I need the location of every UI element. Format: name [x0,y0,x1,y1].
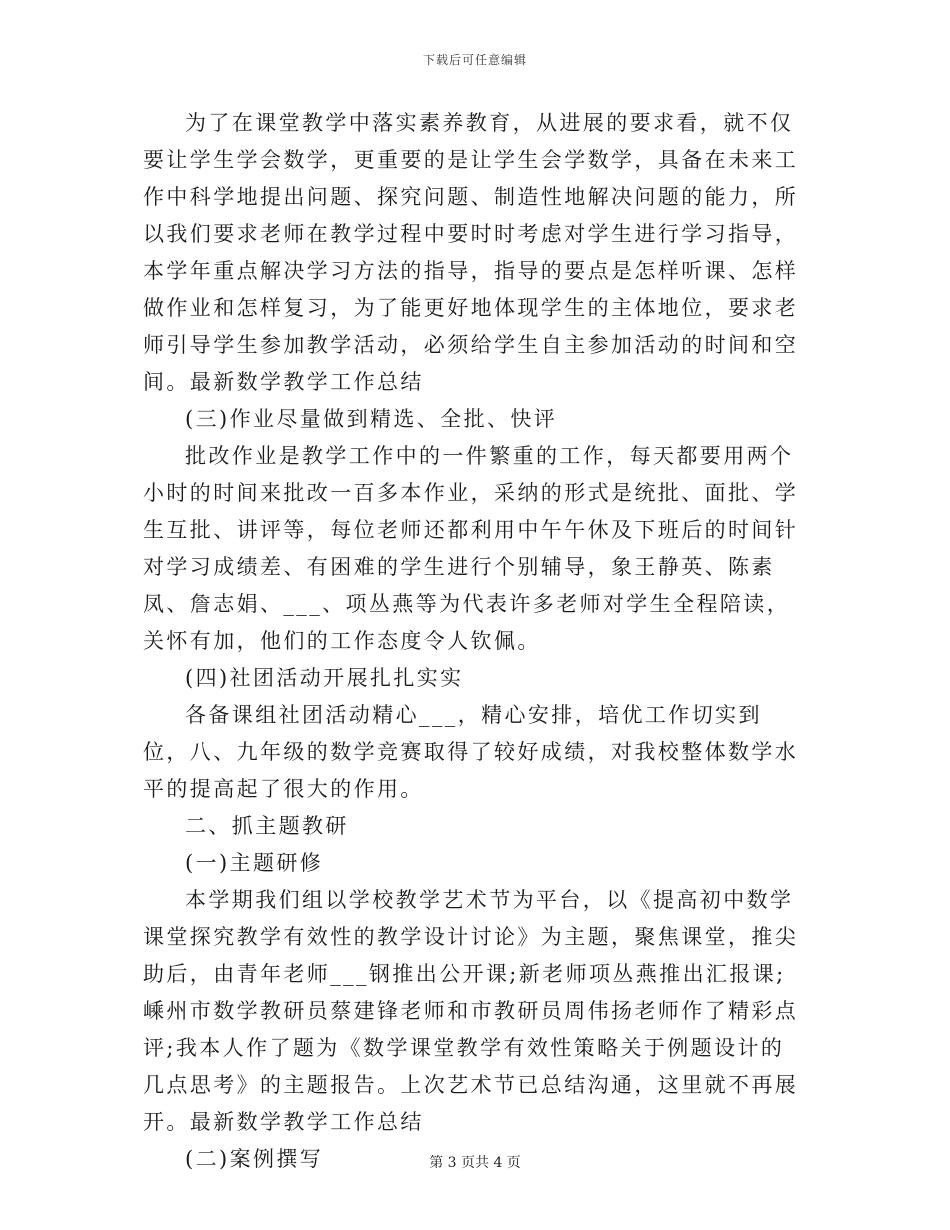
heading-case-writing: (二)案例撰写 [185,1147,324,1171]
paragraph-club-activities: 各备课组社团活动精心___，精心安排，培优工作切实到位，八、九年级的数学竞赛取得了较好成绩，对我校整体数学水平的提高起了很大的作用。 [143,703,799,801]
document-body [143,105,807,1178]
heading-theme-research: 二、抓主题教研 [185,814,349,838]
page-number: 第 3 页共 4 页 [429,1155,521,1171]
heading-club-activities: (四)社团活动开展扎扎实实 [185,666,464,690]
heading-theme-study: (一)主题研修 [185,851,324,875]
page-header: 下载后可任意编辑 [422,53,527,67]
paragraph-theme-study: 本学期我们组以学校教学艺术节为平台，以《提高初中数学课堂探究教学有效性的教学设计讨论》为主题，聚焦课堂，推尖助后，由青年老师___钢推出公开课;新老师项丛燕推出汇报课;嵊州市数学教研员蔡建锋老师和市教研员周伟扬老师作了精彩点评;我本人作了题为《数学课堂教学有效性策略关于例题设计的几点思考》的主题报告。上次艺术节已总结沟通，这里就不再展开。最新数学教学工作总结 [143,888,799,1134]
paragraph-literacy-education: 为了在课堂教学中落实素养教育，从进展的要求看，就不仅要让学生学会数学，更重要的是让学生会学数学，具备在未来工作中科学地提出问题、探究问题、制造性地解决问题的能力，所以我们要求老师在教学过程中要时时考虑对学生进行学习指导，本学年重点解决学习方法的指导，指导的要点是怎样听课、怎样做作业和怎样复习，为了能更好地体现学生的主体地位，要求老师引导学生参加教学活动，必须给学生自主参加活动的时间和空间。最新数学教学工作总结 [143,111,799,394]
heading-homework: (三)作业尽量做到精选、全批、快评 [185,407,558,431]
paragraph-homework-grading: 批改作业是教学工作中的一件繁重的工作，每天都要用两个小时的时间来批改一百多本作业，采纳的形式是统批、面批、学生互批、讲评等，每位老师还都利用中午午休及下班后的时间针对学习成绩差、有困难的学生进行个别辅导，象王静英、陈素凤、詹志娟、___、项丛燕等为代表许多老师对学生全程陪读，关怀有加，他们的工作态度令人钦佩。 [143,444,799,653]
